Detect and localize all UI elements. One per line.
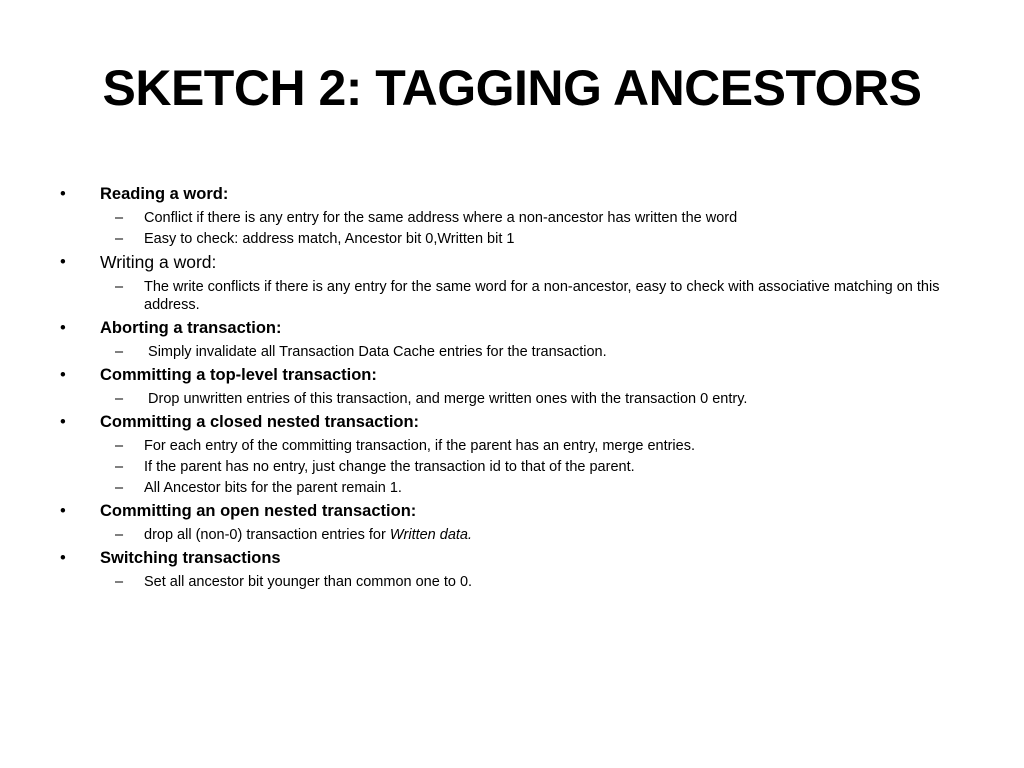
sub-item: [58, 526, 963, 544]
bullet-item-committing-open-nested: [58, 500, 963, 544]
bullet-label: Committing a closed nested transaction:: [100, 413, 420, 431]
dash-icon: –: [115, 210, 124, 226]
dash-icon: –: [115, 391, 124, 407]
sub-item-text: Drop unwritten entries of this transaction, and merge written ones with the transaction 0 entry.: [144, 391, 748, 407]
bullet-label: Committing an open nested transaction:: [100, 502, 417, 520]
sub-list: [100, 209, 963, 248]
sub-list: [100, 343, 963, 361]
dash-icon: –: [115, 480, 124, 496]
dash-icon: –: [115, 231, 124, 247]
sub-item-text: drop all (non-0) transaction entries for: [144, 527, 390, 543]
sub-item: [58, 230, 963, 248]
bullet-icon: •: [60, 549, 66, 567]
sub-item: [58, 343, 963, 361]
bullet-label: Switching transactions: [100, 549, 281, 567]
sub-item-text: Set all ancestor bit younger than common one to 0.: [144, 574, 473, 590]
bullet-item-committing-closed-nested: [58, 411, 963, 497]
dash-icon: –: [115, 459, 124, 475]
bullet-item-committing-top-level: [58, 364, 963, 408]
bullet-label: Writing a word:: [100, 252, 217, 272]
sub-list: [100, 390, 963, 408]
sub-item-text: Easy to check: address match, Ancestor bit 0,Written bit 1: [144, 231, 515, 247]
sub-list: [100, 526, 963, 544]
sub-item-text: Conflict if there is any entry for the same address where a non-ancestor has written the word: [144, 210, 738, 226]
sub-item: [58, 458, 963, 476]
sub-item: [58, 278, 963, 314]
bullet-icon: •: [60, 413, 66, 431]
sub-item-text: Simply invalidate all Transaction Data Cache entries for the transaction.: [144, 344, 607, 360]
sub-item-text: If the parent has no entry, just change the transaction id to that of the parent.: [144, 459, 635, 475]
sub-item: [58, 479, 963, 497]
bullet-label: Reading a word:: [100, 185, 229, 203]
bullet-item-writing: [58, 251, 963, 314]
bullet-item-switching: [58, 547, 963, 591]
sub-list: [100, 573, 963, 591]
sub-item-text: For each entry of the committing transaction, if the parent has an entry, merge entries.: [144, 438, 695, 454]
sub-item-text: All Ancestor bits for the parent remain 1.: [144, 480, 402, 496]
bullet-item-aborting: [58, 317, 963, 361]
bullet-icon: •: [60, 502, 66, 520]
sub-item: [58, 390, 963, 408]
slide-title: SKETCH 2: TAGGING ANCESTORS: [102, 60, 922, 116]
sub-item-text: The write conflicts if there is any entry for the same word for a non-ancestor, easy to check with associative matching on this address.: [144, 279, 940, 313]
sub-item-italic-text: Written data.: [389, 527, 473, 543]
bullet-icon: •: [60, 253, 66, 271]
sub-item: [58, 209, 963, 227]
bullet-label: Committing a top-level transaction:: [100, 366, 377, 384]
dash-icon: –: [115, 574, 124, 590]
dash-icon: –: [115, 344, 124, 360]
sub-list: [100, 278, 963, 314]
bullet-label: Aborting a transaction:: [100, 319, 282, 337]
bullet-icon: •: [60, 185, 66, 203]
dash-icon: –: [115, 279, 124, 295]
sub-list: [100, 437, 963, 497]
sub-item: [58, 437, 963, 455]
dash-icon: –: [115, 527, 124, 543]
bullet-item-reading: [58, 183, 963, 248]
bullet-icon: •: [60, 366, 66, 384]
bullet-list: [58, 180, 963, 591]
bullet-icon: •: [60, 319, 66, 337]
dash-icon: –: [115, 438, 124, 454]
sub-item: [58, 573, 963, 591]
